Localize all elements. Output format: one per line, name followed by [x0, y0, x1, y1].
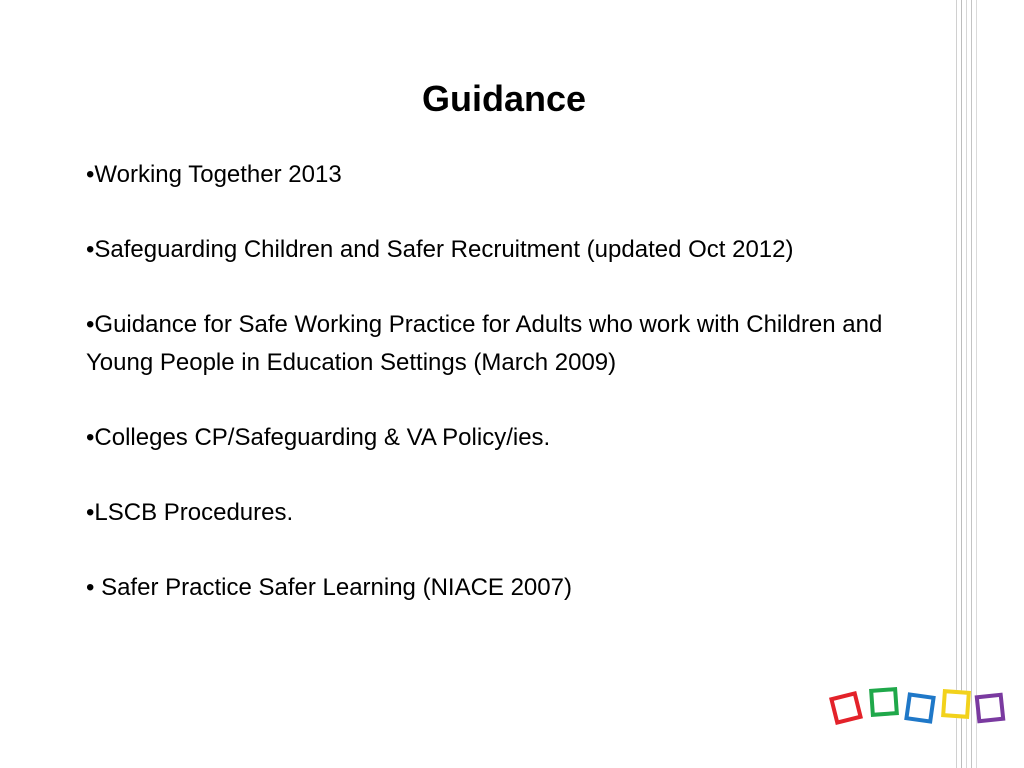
slide-title: Guidance — [421, 78, 587, 119]
bullet-list — [86, 156, 886, 606]
green-square-icon — [869, 687, 899, 717]
bullet-item: •Guidance for Safe Working Practice for Adults who work with Children and Young People in Education Settings (March 2009) — [86, 311, 883, 376]
red-square-icon — [829, 691, 863, 725]
blue-square-icon — [904, 692, 936, 724]
bullet-item: •Safeguarding Children and Safer Recruitment (updated Oct 2012) — [86, 236, 794, 263]
yellow-square-icon — [941, 689, 971, 719]
colored-squares-logo — [826, 684, 1016, 734]
bullet-item: •Working Together 2013 — [86, 161, 342, 188]
bullet-item: •LSCB Procedures. — [86, 498, 294, 526]
bullet-item: • Safer Practice Safer Learning (NIACE 2007) — [86, 573, 572, 601]
bullet-item: •Colleges CP/Safeguarding & VA Policy/ies. — [86, 423, 551, 451]
purple-square-icon — [975, 693, 1006, 724]
